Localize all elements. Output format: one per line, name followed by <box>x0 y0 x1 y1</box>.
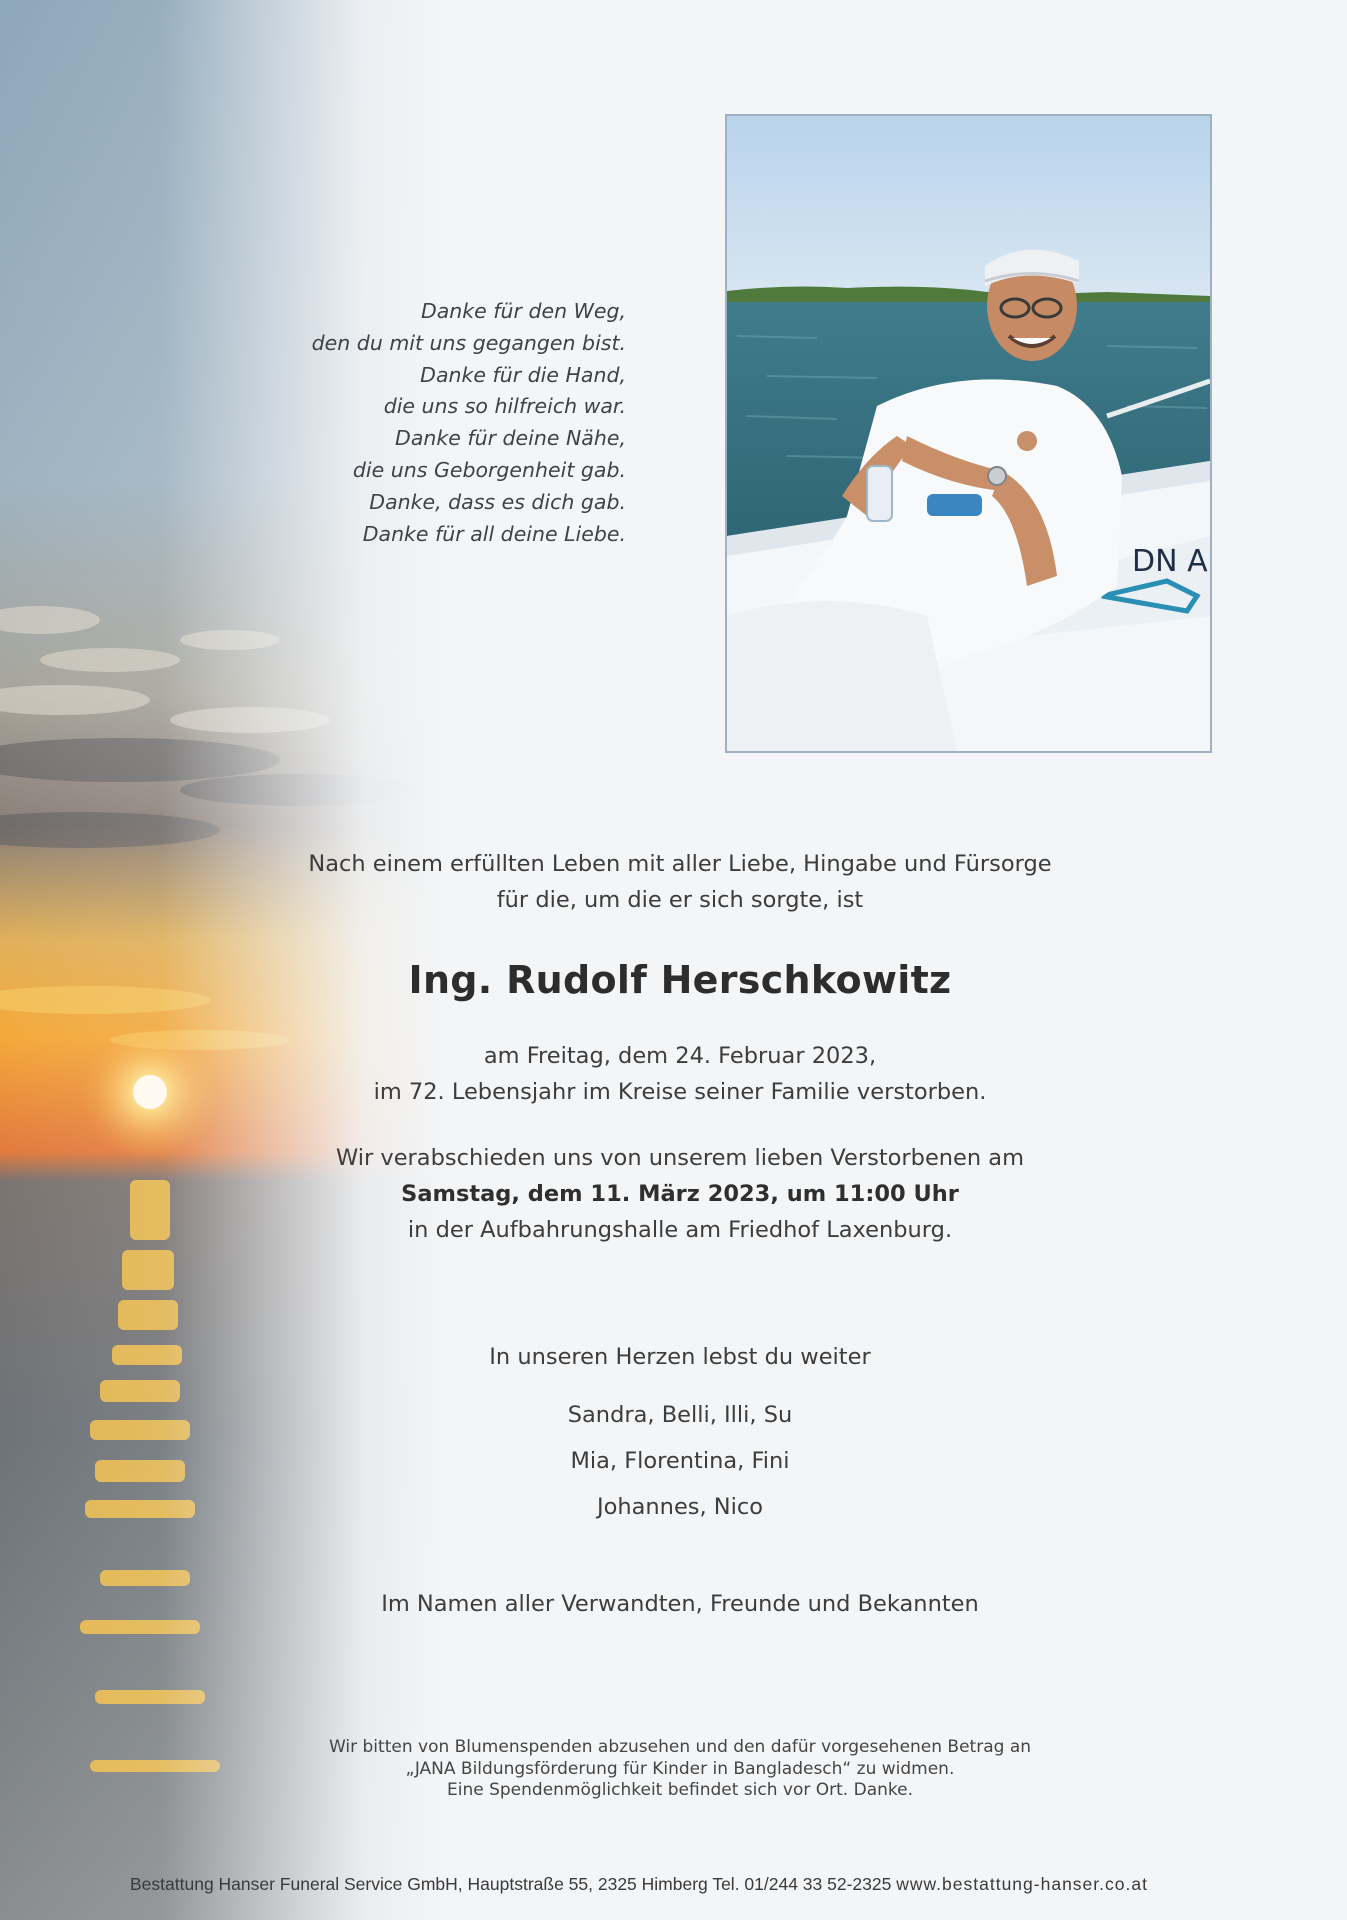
death-date: am Freitag, dem 24. Februar 2023, <box>483 1043 877 1069</box>
service-date: Samstag, dem 11. März 2023, um 11:00 Uhr <box>401 1181 959 1207</box>
hearts-line: In unseren Herzen lebst du weiter <box>489 1344 871 1370</box>
donation-line: „JANA Bildungsförderung für Kinder in Bangladesch“ zu widmen. <box>405 1758 955 1779</box>
family-line: Mia, Florentina, Fini <box>570 1448 790 1474</box>
poem <box>220 296 626 550</box>
family-line: Johannes, Nico <box>596 1494 764 1520</box>
poem-line: Danke für die Hand, <box>420 362 626 387</box>
poem-line: Danke für all deine Liebe. <box>362 521 626 546</box>
family-line: Sandra, Belli, Illi, Su <box>567 1402 793 1428</box>
funeral-home-footer <box>130 1874 1210 1895</box>
donation-line: Wir bitten von Blumenspenden abzusehen und den dafür vorgesehenen Betrag an <box>328 1737 1032 1757</box>
intro-line-1: Nach einem erfüllten Leben mit aller Liebe, Hingabe und Fürsorge <box>308 851 1052 877</box>
poem-line: Danke für den Weg, <box>420 299 626 323</box>
intro-text <box>180 846 1180 918</box>
footer-website[interactable]: www.bestattung-hanser.co.at <box>896 1874 1148 1894</box>
poem-line: Danke für deine Nähe, <box>395 426 626 451</box>
death-details: im 72. Lebensjahr im Kreise seiner Familie verstorben. <box>373 1079 987 1105</box>
funeral-service <box>180 1140 1180 1248</box>
death-notice <box>180 1038 1180 1110</box>
footer-company: Bestattung Hanser Funeral Service GmbH, Hauptstraße 55, 2325 Himberg Tel. 01/244 33 52-2325 <box>130 1874 892 1894</box>
poem-line: die uns so hilfreich war. <box>383 394 626 419</box>
service-location: in der Aufbahrungshalle am Friedhof Laxenburg. <box>407 1217 953 1243</box>
donation-line: Eine Spendenmöglichkeit befindet sich vor Ort. Danke. <box>447 1780 913 1800</box>
portrait-photo <box>725 114 1212 753</box>
poem-line: den du mit uns gegangen bist. <box>311 330 626 355</box>
intro-line-2: für die, um die er sich sorgte, ist <box>496 887 864 913</box>
service-intro: Wir verabschieden uns von unserem lieben Verstorbenen am <box>335 1145 1025 1171</box>
deceased-name: Ing. Rudolf Herschkowitz <box>408 958 952 1002</box>
poem-line: Danke, dass es dich gab. <box>369 489 626 514</box>
boat-lettering: DN A <box>1132 544 1208 579</box>
donation-note <box>180 1737 1180 1802</box>
relatives-line: Im Namen aller Verwandten, Freunde und Bekannten <box>381 1591 979 1617</box>
poem-line: die uns Geborgenheit gab. <box>352 457 626 482</box>
